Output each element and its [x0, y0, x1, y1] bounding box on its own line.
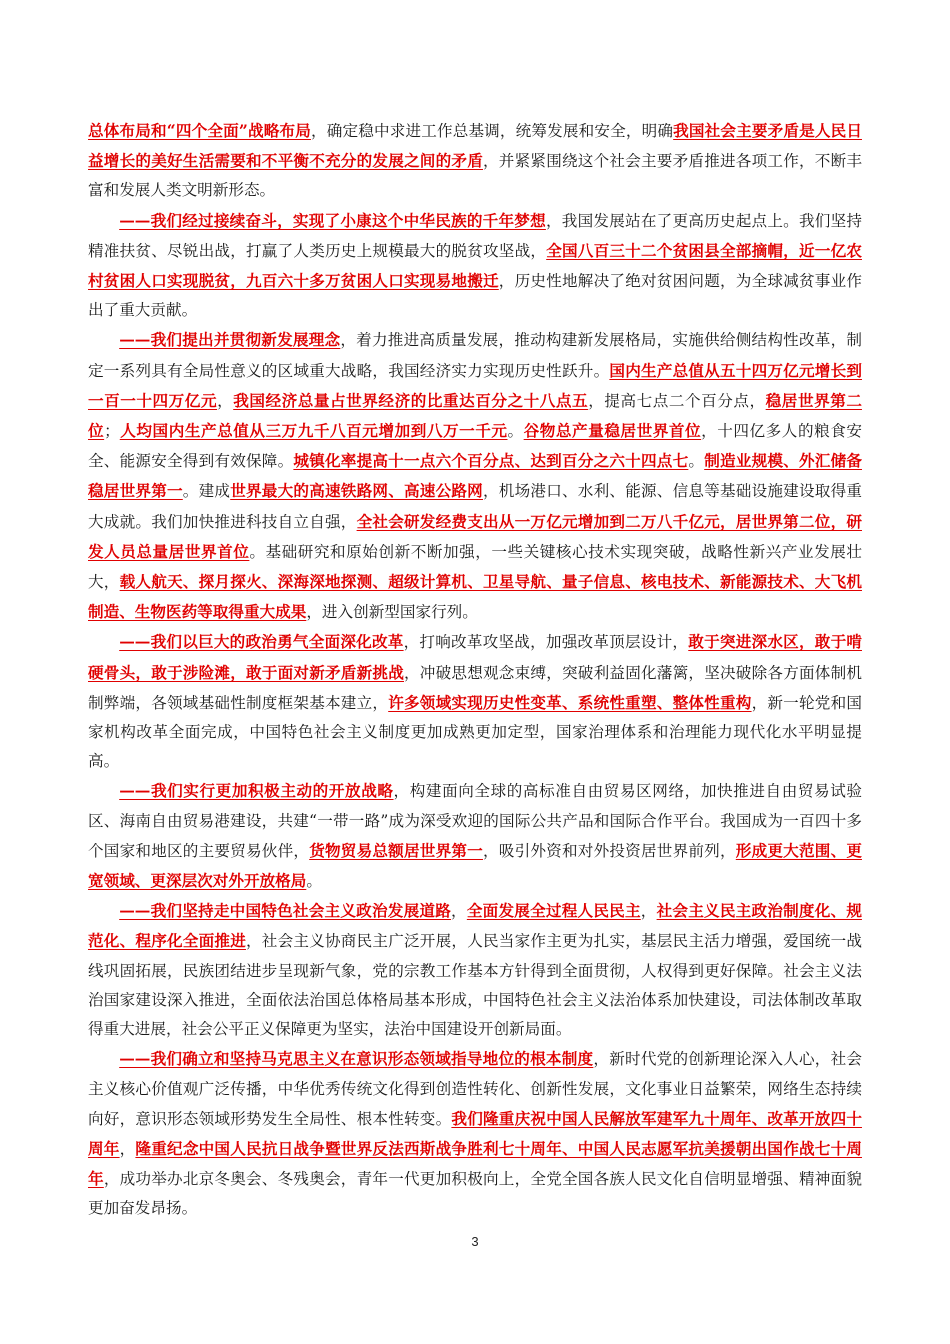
- highlighted-text: 国内生产总值从五十四万亿元增长到一百一十四万亿元: [88, 360, 862, 410]
- body-text: ，社会主义协商民主广泛开展，人民当家作主更为扎实，基层民主活力增强，爱国统一战线巩固拓展，民族团结进步呈现新气象，党的宗教工作基本方针得到全面贯彻，人权得到更好保障。社会主义法治国家建设深入推进，全面依法治国总体格局基本形成，中国特色社会主义法治体系加快建设，司法体制改革取得重大进展，社会公平正义保障更为坚实，法治中国建设开创新局面。: [88, 932, 862, 1039]
- body-text: ，冲破思想观念束缚，突破利益固化藩篱，坚决破除各方面体制机制弊端，各领域基础性制度框架基本建立，: [88, 663, 862, 712]
- body-text: ，进入创新型国家行列。: [306, 603, 478, 622]
- highlighted-text: 全国八百三十二个贫困县全部摘帽，近一亿农村贫困人口实现脱贫，九百六十多万贫困人口实现易地搬迁: [88, 240, 862, 291]
- body-text: ，十四亿多人的粮食安全、能源安全得到有效保障。: [88, 422, 862, 471]
- document-body: [88, 116, 862, 1224]
- highlighted-text: ——我们确立和坚持马克思主义在意识形态领域指导地位的根本制度: [119, 1049, 594, 1069]
- paragraph: [88, 116, 862, 206]
- highlighted-text: 货物贸易总额居世界第一: [309, 840, 483, 860]
- body-text: ，新一轮党和国家机构改革全面完成，中国特色社会主义制度更加成熟更加定型，国家治理体系和治理能力现代化水平明显提高。: [88, 693, 862, 771]
- highlighted-text: 人均国内生产总值从三万九千八百元增加到八万一千元: [119, 421, 508, 441]
- paragraph: [88, 896, 862, 1044]
- paragraph: [88, 1044, 862, 1223]
- body-text: 。建成: [182, 482, 231, 501]
- body-text: 。: [507, 422, 524, 441]
- highlighted-text: 隆重纪念中国人民抗日战争暨世界反法西斯战争胜利七十周年、中国人民志愿军抗美援朝出国作战七十周年: [88, 1138, 862, 1189]
- body-text: ，历史性地解决了绝对贫困问题，为全球减贫事业作出了重大贡献。: [88, 272, 862, 320]
- body-text: ，着力推进高质量发展，推动构建新发展格局，实施供给侧结构性改革，制定一系列具有全局性意义的区域重大战略，我国经济实力实现历史性跃升。: [88, 331, 862, 380]
- highlighted-text: 我国社会主要矛盾是人民日益增长的美好生活需要和不平衡不充分的发展之间的矛盾: [88, 121, 862, 171]
- body-text: ，新时代党的创新理论深入人心，社会主义核心价值观广泛传播，中华优秀传统文化得到创造性转化、创新性发展，文化事业日益繁荣，网络生态持续向好，意识形态领域形势发生全局性、根本性转变。: [88, 1050, 862, 1128]
- highlighted-text: ——我们坚持走中国特色社会主义政治发展道路: [119, 901, 452, 921]
- highlighted-text: 敢于突进深水区，敢于啃硬骨头，敢于涉险滩，敢于面对新矛盾新挑战: [88, 632, 862, 682]
- highlighted-text: 我们隆重庆祝中国人民解放军建军九十周年、改革开放四十周年: [88, 1108, 862, 1158]
- body-text: ，并紧紧围绕这个社会主要矛盾推进各项工作，不断丰富和发展人类文明新形态。: [88, 152, 862, 200]
- highlighted-text: 全面发展全过程人民民主: [466, 901, 641, 921]
- body-text: ，: [119, 1139, 136, 1158]
- highlighted-text: 世界最大的高速铁路网、高速公路网: [230, 481, 483, 501]
- highlighted-text: 城镇化率提高十一点六个百分点、达到百分之六十四点七: [293, 451, 689, 471]
- highlighted-text: 全社会研发经费支出从一万亿元增加到二万八千亿元，居世界第二位，研发人员总量居世界首位: [88, 511, 862, 561]
- highlighted-text: 稳居世界第二位: [88, 390, 862, 441]
- highlighted-text: 许多领域实现历史性变革、系统性重塑、整体性重构: [388, 692, 752, 712]
- body-text: ，确定稳中求进工作总基调，统筹发展和安全，明确: [310, 122, 674, 140]
- highlighted-text: ——我们实行更加积极主动的开放战略: [119, 781, 394, 801]
- body-text: ，成功举办北京冬奥会、冬残奥会，青年一代更加积极向上，全党全国各族人民文化自信明显增强、精神面貌更加奋发昂扬。: [88, 1170, 862, 1218]
- body-text: ，构建面向全球的高标准自由贸易区网络，加快推进自由贸易试验区、海南自由贸易港建设，共建“一带一路”成为深受欢迎的国际公共产品和国际合作平台。我国成为一百四十多个国家和地区的主要贸易伙伴，: [88, 782, 862, 860]
- body-text: ，提高七点二个百分点，: [588, 391, 766, 410]
- highlighted-text: 我国经济总量占世界经济的比重达百分之十八点五: [233, 390, 589, 410]
- body-text: ，我国发展站在了更高历史起点上。我们坚持精准扶贫、尽锐出战，打赢了人类历史上规模最大的脱贫攻坚战，: [88, 211, 862, 260]
- body-text: ，吸引外资和对外投资居世界前列，: [482, 841, 736, 860]
- paragraph: [88, 776, 862, 896]
- highlighted-text: 形成更大范围、更宽领域、更深层次对外开放格局: [88, 840, 862, 891]
- highlighted-text: 制造业规模、外汇储备稳居世界第一: [88, 451, 862, 501]
- body-text: 。: [306, 872, 322, 891]
- highlighted-text: ——我们提出并贯彻新发展理念: [119, 330, 341, 350]
- paragraph: [88, 325, 862, 627]
- highlighted-text: 社会主义民主政治制度化、规范化、程序化全面推进: [88, 901, 862, 951]
- paragraph: [88, 206, 862, 326]
- highlighted-text: 谷物总产量稳居世界首位: [523, 421, 702, 441]
- body-text: ，打响改革攻坚战，加强改革顶层设计，: [403, 633, 689, 652]
- body-text: ，: [451, 902, 467, 921]
- body-text: ；: [104, 422, 120, 441]
- page-number: 3: [471, 1234, 479, 1249]
- highlighted-text: ——我们以巨大的政治勇气全面深化改革: [119, 632, 404, 652]
- body-text: ，机场港口、水利、能源、信息等基础设施建设取得重大成就。我们加快推进科技自立自强，: [88, 482, 862, 531]
- paragraph: [88, 627, 862, 776]
- body-text: ，: [640, 902, 657, 921]
- body-text: 。基础研究和原始创新不断加强，一些关键核心技术实现突破，战略性新兴产业发展壮大，: [88, 542, 862, 592]
- body-text: 。: [688, 452, 705, 471]
- highlighted-text: ——我们经过接续奋斗，实现了小康这个中华民族的千年梦想: [119, 210, 546, 230]
- body-text: ，: [217, 391, 234, 410]
- highlighted-text: 总体布局和“四个全面”战略布局: [88, 121, 311, 140]
- highlighted-text: 载人航天、探月探火、深海深地探测、超级计算机、卫星导航、量子信息、核电技术、新能源技术、大飞机制造、生物医药等取得重大成果: [88, 572, 862, 622]
